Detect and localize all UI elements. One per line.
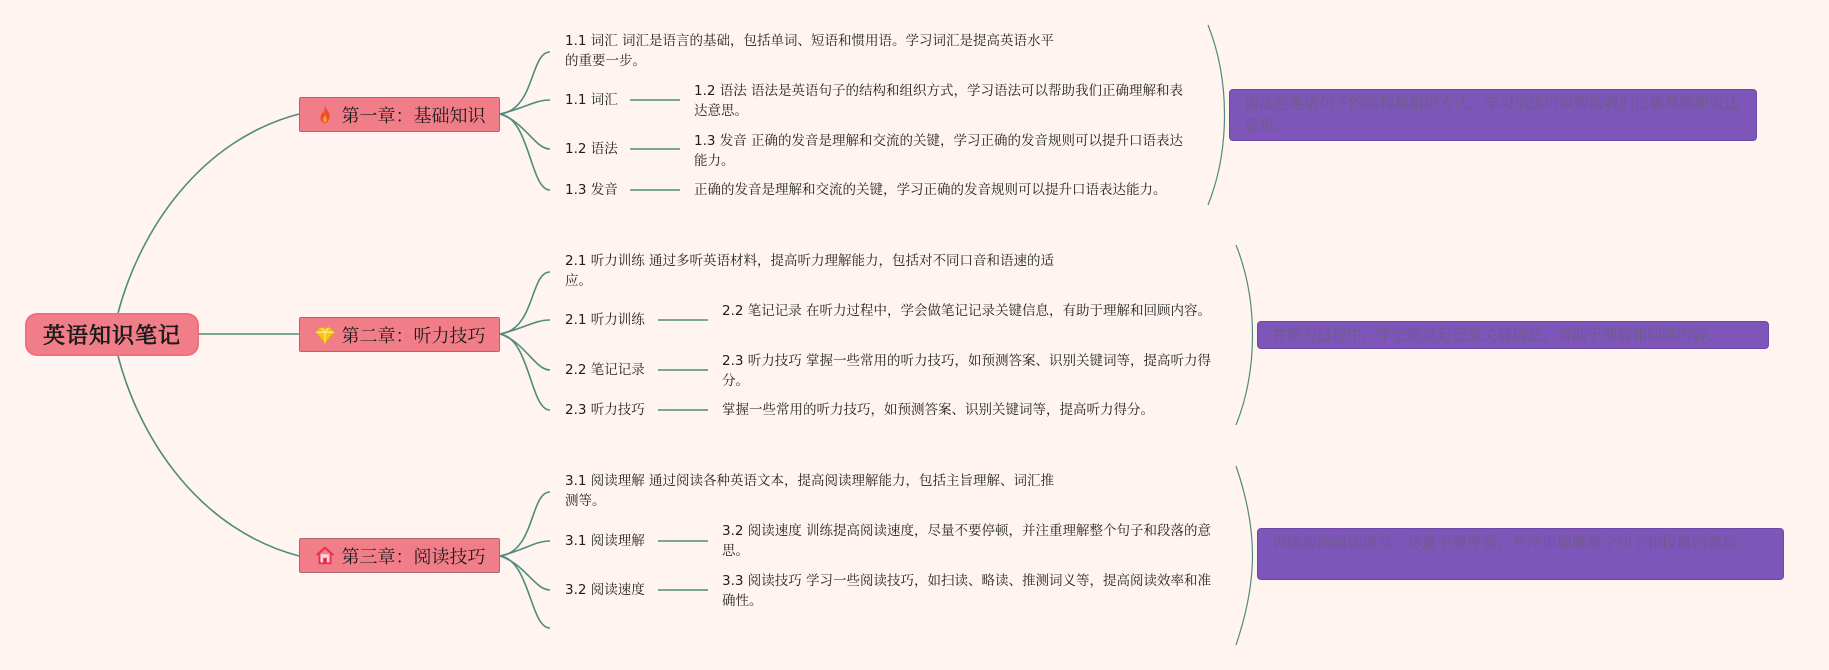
chapter-3-topic-2[interactable]: 3.2 阅读速度	[565, 582, 645, 598]
chapter-2-node[interactable]	[299, 317, 500, 352]
chapter-1-topic-1[interactable]: 1.1 词汇	[565, 92, 618, 108]
chapter-2-detail-3: 掌握一些常用的听力技巧，如预测答案、识别关键词等，提高听力得分。	[722, 402, 1154, 418]
chapter-1-intro: 1.1 词汇 词汇是语言的基础，包括单词、短语和惯用语。学习词汇是提高英语水平的重要一步。	[565, 33, 1055, 69]
edge-root-ch1	[118, 114, 299, 313]
edge-ch1-intro	[500, 52, 550, 114]
edge-ch2-item1	[500, 320, 550, 334]
edge-ch1-item1	[500, 100, 550, 114]
chapter-1-detail-3: 正确的发音是理解和交流的关键，学习正确的发音规则可以提升口语表达能力。	[694, 182, 1167, 198]
root-node[interactable]	[25, 313, 199, 356]
chapter-1-topic-2[interactable]: 1.2 语法	[565, 141, 618, 157]
chapter-1-summary[interactable]: 语法是英语句子的结构和组织方式，学习语法可以帮助我们正确理解和表达意思。	[1229, 89, 1757, 141]
chapter-1-detail-2: 1.3 发音 正确的发音是理解和交流的关键，学习正确的发音规则可以提升口语表达能力。	[694, 133, 1184, 169]
edge-ch2-intro	[500, 272, 550, 334]
chapter-3-intro: 3.1 阅读理解 通过阅读各种英语文本，提高阅读理解能力，包括主旨理解、词汇推测等。	[565, 473, 1055, 509]
summary-brace-ch1	[1208, 25, 1225, 205]
chapter-2-label: 第二章：听力技巧	[341, 325, 486, 347]
chapter-1-node[interactable]	[299, 97, 500, 132]
chapter-2-detail-1: 2.2 笔记记录 在听力过程中，学会做笔记记录关键信息，有助于理解和回顾内容。	[722, 303, 1212, 319]
edge-ch2-item3	[500, 334, 550, 410]
chapter-3-detail-2: 3.3 阅读技巧 学习一些阅读技巧，如扫读、略读、推测词义等，提高阅读效率和准确性。	[722, 573, 1212, 609]
chapter-1-detail-1: 1.2 语法 语法是英语句子的结构和组织方式，学习语法可以帮助我们正确理解和表达意思。	[694, 83, 1184, 119]
home-icon	[314, 545, 336, 567]
diamond-icon	[314, 324, 336, 346]
chapter-2-topic-2[interactable]: 2.2 笔记记录	[565, 362, 645, 378]
chapter-2-detail-2: 2.3 听力技巧 掌握一些常用的听力技巧，如预测答案、识别关键词等，提高听力得分。	[722, 353, 1212, 389]
edge-ch3-intro	[500, 492, 550, 556]
chapter-1-label: 第一章：基础知识	[341, 105, 486, 127]
chapter-2-summary[interactable]: 在听力过程中，学会做笔记记录关键信息，有助于理解和回顾内容。	[1257, 321, 1769, 349]
summary-brace-ch3	[1236, 466, 1253, 645]
chapter-1-topic-3[interactable]: 1.3 发音	[565, 182, 618, 198]
chapter-2-intro: 2.1 听力训练 通过多听英语材料，提高听力理解能力，包括对不同口音和语速的适应。	[565, 253, 1055, 289]
chapter-3-topic-1[interactable]: 3.1 阅读理解	[565, 533, 645, 549]
edge-ch1-item3	[500, 114, 550, 190]
fire-icon	[314, 104, 336, 126]
chapter-3-label: 第三章：阅读技巧	[341, 546, 486, 568]
chapter-2-topic-3[interactable]: 2.3 听力技巧	[565, 402, 645, 418]
chapter-3-summary[interactable]: 训练提高阅读速度，尽量不要停顿，并注重理解整个句子和段落的意思。	[1257, 528, 1784, 580]
chapter-3-node[interactable]	[299, 538, 500, 573]
chapter-2-topic-1[interactable]: 2.1 听力训练	[565, 312, 645, 328]
root-label: 英语知识笔记	[42, 324, 181, 349]
edge-root-ch3	[118, 356, 299, 556]
edge-ch3-item1	[500, 541, 550, 556]
summary-brace-ch2	[1236, 245, 1253, 425]
chapter-3-detail-1: 3.2 阅读速度 训练提高阅读速度，尽量不要停顿，并注重理解整个句子和段落的意思。	[722, 523, 1212, 559]
edge-ch3-empty	[500, 556, 550, 628]
